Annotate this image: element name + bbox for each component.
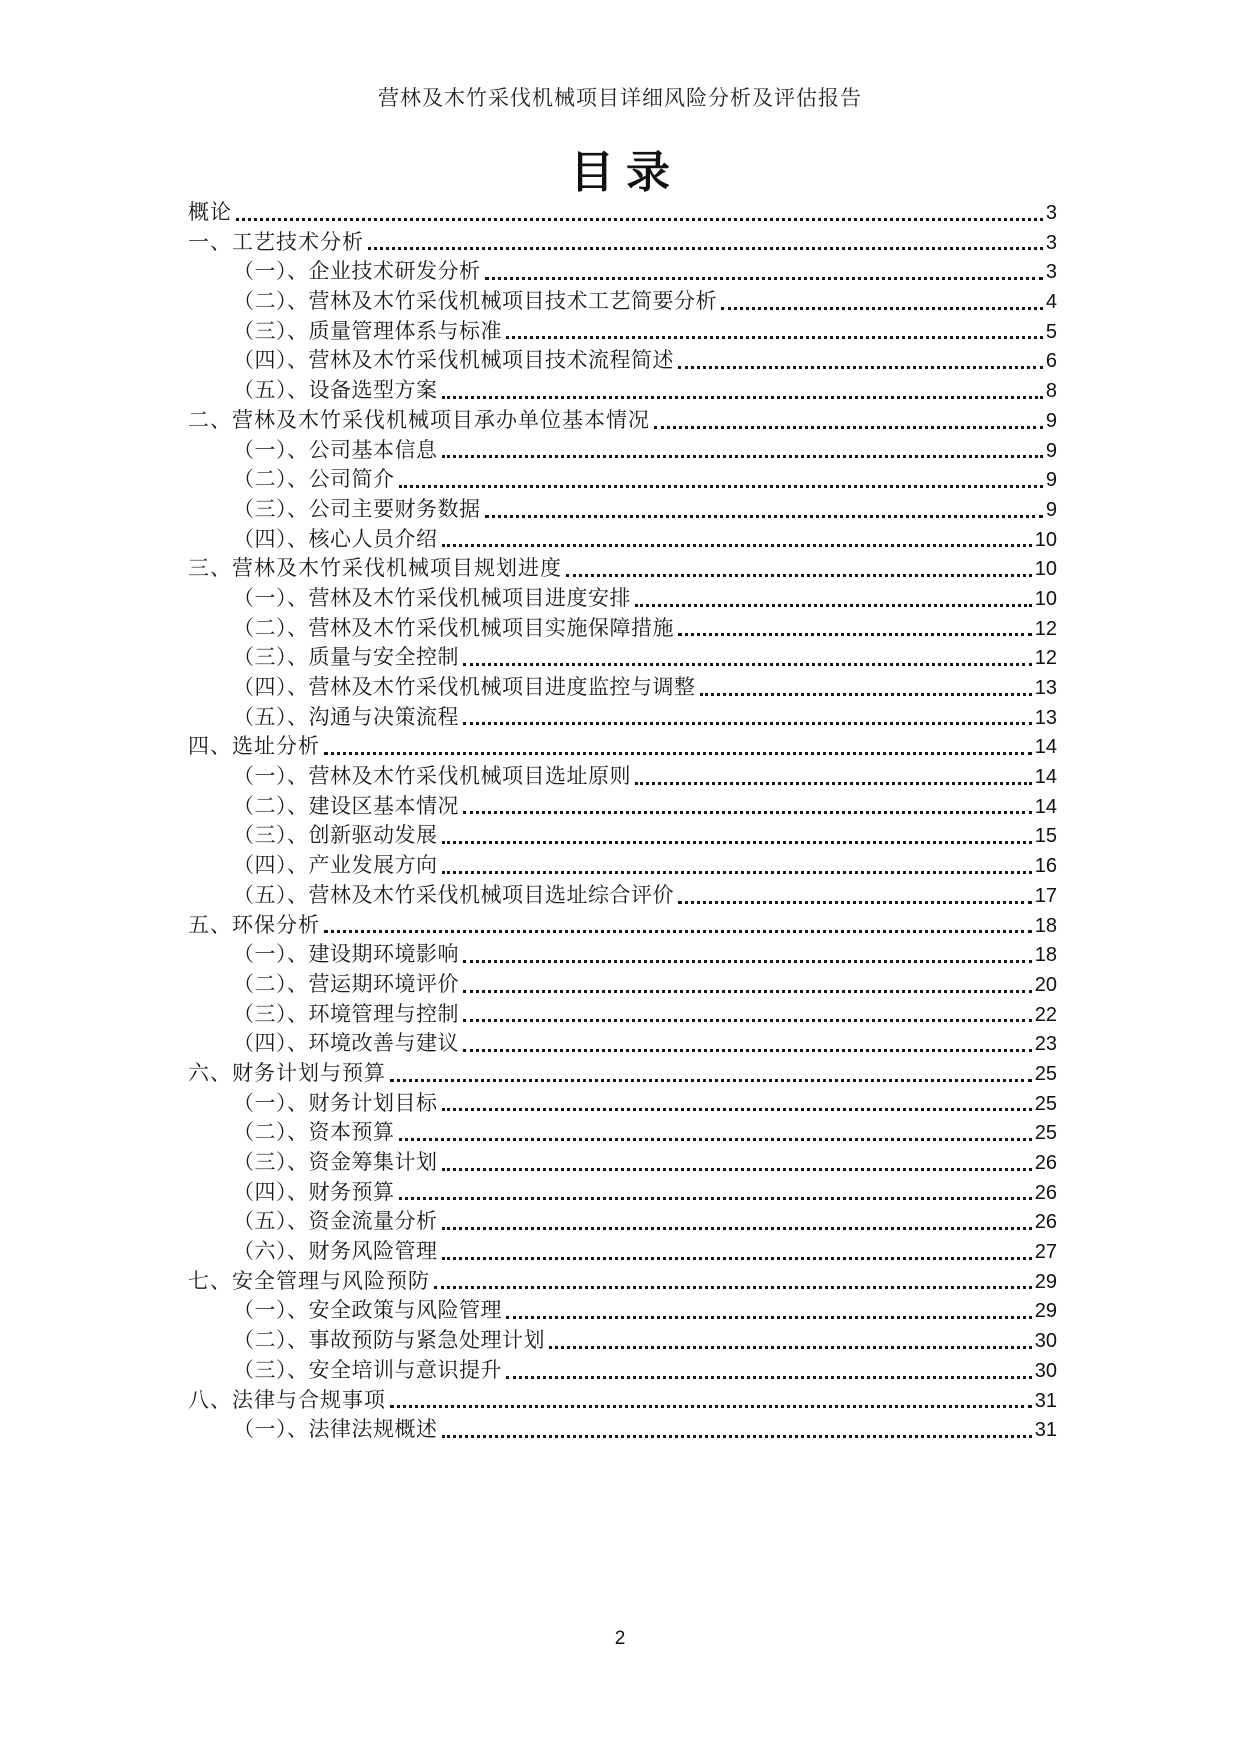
toc-entry[interactable] (188, 881, 1057, 911)
toc-entry[interactable] (188, 1059, 1057, 1089)
toc-entry-label: （四）、营林及木竹采伐机械项目技术流程简述 (233, 349, 674, 373)
toc-leader-dots (390, 1079, 1032, 1082)
toc-page-number: 3 (1045, 202, 1057, 224)
toc-page-number: 30 (1034, 1359, 1057, 1382)
toc-leader-dots (399, 485, 1043, 488)
toc-entry-label: 六、财务计划与预算 (188, 1061, 386, 1085)
toc-leader-dots (324, 930, 1032, 933)
toc-leader-dots (700, 693, 1032, 696)
toc-leader-dots (368, 247, 1043, 250)
toc-entry[interactable] (188, 1356, 1057, 1386)
toc-entry-label: （三）、创新驱动发展 (233, 824, 438, 848)
toc-page-number: 6 (1045, 350, 1057, 373)
toc-entry[interactable] (188, 1148, 1057, 1178)
toc-page-number: 8 (1045, 380, 1057, 403)
toc-page-number: 18 (1034, 914, 1057, 937)
toc-entry-label: （四）、财务预算 (233, 1180, 395, 1204)
toc-page-number: 5 (1045, 320, 1057, 343)
toc-page-number: 10 (1034, 528, 1057, 551)
toc-entry-label: （三）、资金筹集计划 (233, 1151, 438, 1174)
toc-page-number: 26 (1034, 1152, 1057, 1174)
toc-page-number: 12 (1034, 617, 1057, 640)
toc-entry[interactable] (188, 643, 1057, 673)
toc-entry[interactable] (188, 1118, 1057, 1148)
toc-leader-dots (635, 604, 1032, 607)
toc-entry-label: 五、环保分析 (188, 913, 320, 937)
toc-entry-label: （三）、安全培训与意识提升 (233, 1358, 502, 1382)
page-number-footer: 2 (614, 1628, 626, 1649)
toc-entry[interactable] (188, 554, 1057, 584)
toc-entry-label: （二）、营林及木竹采伐机械项目技术工艺简要分析 (233, 290, 717, 314)
toc-page-number: 31 (1034, 1389, 1057, 1412)
toc-entry[interactable] (188, 732, 1057, 762)
toc-page-number: 9 (1045, 469, 1057, 492)
toc-page-number: 31 (1034, 1419, 1057, 1442)
toc-page-number: 20 (1034, 973, 1057, 996)
toc-entry[interactable] (188, 584, 1057, 614)
toc-leader-dots (463, 990, 1032, 993)
toc-entry[interactable] (188, 465, 1057, 495)
toc-page-number: 27 (1034, 1241, 1057, 1264)
toc-entry-label: （五）、沟通与决策流程 (233, 705, 459, 729)
toc-entry[interactable] (188, 1178, 1057, 1208)
toc-leader-dots (463, 722, 1032, 725)
toc-page-number: 15 (1034, 825, 1057, 848)
toc-entry-label: （四）、核心人员介绍 (233, 527, 438, 551)
toc-entry[interactable] (188, 1237, 1057, 1267)
toc-page-number: 23 (1034, 1033, 1057, 1056)
toc-entry-label: （五）、营林及木竹采伐机械项目选址综合评价 (233, 883, 674, 907)
toc-entry[interactable] (188, 1207, 1057, 1237)
toc-entry-label: （二）、事故预防与紧急处理计划 (233, 1329, 545, 1353)
toc-entry-label: （四）、营林及木竹采伐机械项目进度监控与调整 (233, 676, 696, 699)
toc-leader-dots (635, 782, 1032, 785)
toc-leader-dots (506, 1376, 1032, 1379)
toc-page-number: 30 (1034, 1330, 1057, 1353)
toc-entry-label: 概论 (188, 201, 232, 224)
toc-entry-label: （六）、财务风险管理 (233, 1240, 438, 1264)
toc-entry[interactable] (188, 198, 1057, 228)
toc-entry-label: （一）、建设期环境影响 (233, 943, 459, 967)
toc-entry-label: （一）、法律法规概述 (233, 1418, 438, 1442)
toc-leader-dots (390, 1405, 1032, 1408)
toc-page-number: 4 (1045, 291, 1057, 314)
toc-page-number: 13 (1034, 677, 1057, 699)
toc-page-number: 13 (1034, 706, 1057, 729)
toc-leader-dots (442, 1227, 1032, 1230)
toc-entry[interactable] (188, 346, 1057, 376)
toc-entry[interactable] (188, 406, 1057, 436)
toc-entry[interactable] (188, 1267, 1057, 1297)
toc-entry-label: （二）、资本预算 (233, 1121, 395, 1145)
toc-page-number: 26 (1034, 1211, 1057, 1234)
toc-entry[interactable] (188, 1000, 1057, 1030)
toc-leader-dots (463, 811, 1032, 814)
toc-entry[interactable] (188, 1386, 1057, 1416)
toc-entry-label: 七、安全管理与风险预防 (188, 1269, 430, 1293)
toc-entry[interactable] (188, 970, 1057, 1000)
toc-entry[interactable] (188, 1326, 1057, 1356)
toc-entry-label: （五）、资金流量分析 (233, 1210, 438, 1234)
toc-page-number: 29 (1034, 1270, 1057, 1293)
toc-entry[interactable] (188, 1029, 1057, 1059)
toc-entry-label: 二、营林及木竹采伐机械项目承办单位基本情况 (188, 408, 650, 432)
toc-leader-dots (399, 1197, 1032, 1200)
toc-entry-label: （四）、产业发展方向 (233, 854, 438, 878)
toc-entry-label: （二）、公司简介 (233, 468, 395, 492)
toc-entry-label: （二）、营运期环境评价 (233, 972, 459, 996)
toc-page-number: 25 (1034, 1092, 1057, 1115)
toc-entry[interactable] (188, 376, 1057, 406)
document-header-title: 营林及木竹采伐机械项目详细风险分析及评估报告 (378, 87, 862, 110)
toc-entry[interactable] (188, 792, 1057, 822)
toc-entry-label: 八、法律与合规事项 (188, 1388, 386, 1412)
toc-page-number: 3 (1045, 261, 1057, 284)
toc-leader-dots (566, 574, 1032, 577)
toc-entry-label: （五）、设备选型方案 (233, 379, 438, 403)
toc-page-number: 3 (1045, 231, 1057, 254)
toc-leader-dots (442, 544, 1032, 547)
toc-leader-dots (442, 1257, 1032, 1260)
toc-leader-dots (463, 663, 1032, 666)
toc-leader-dots (442, 841, 1032, 844)
toc-leader-dots (434, 1286, 1032, 1289)
toc-leader-dots (506, 336, 1043, 339)
toc-entry[interactable] (188, 614, 1057, 644)
toc-entry[interactable] (188, 911, 1057, 941)
toc-entry[interactable] (188, 851, 1057, 881)
toc-leader-dots (442, 455, 1043, 458)
toc-leader-dots (485, 277, 1043, 280)
toc-leader-dots (324, 752, 1032, 755)
toc-page-number: 10 (1034, 587, 1057, 610)
toc-entry-label: （三）、公司主要财务数据 (233, 497, 481, 521)
toc-leader-dots (654, 426, 1043, 429)
toc-entry-label: （二）、营林及木竹采伐机械项目实施保障措施 (233, 616, 674, 640)
toc-leader-dots (506, 1316, 1032, 1319)
toc-leader-dots (442, 1168, 1032, 1171)
toc-page-number: 9 (1045, 498, 1057, 521)
toc-leader-dots (442, 1435, 1032, 1438)
toc-leader-dots (463, 1019, 1032, 1022)
toc-page-number: 29 (1034, 1300, 1057, 1323)
toc-leader-dots (442, 871, 1032, 874)
toc-page-number: 9 (1045, 409, 1057, 432)
toc-leader-dots (678, 366, 1043, 369)
toc-entry-label: （一）、营林及木竹采伐机械项目选址原则 (233, 765, 631, 789)
toc-entry[interactable] (188, 525, 1057, 555)
toc-title: 目录 (570, 148, 682, 197)
toc-entry-label: （一）、安全政策与风险管理 (233, 1299, 502, 1323)
toc-page-number: 9 (1045, 439, 1057, 462)
toc-page-number: 16 (1034, 855, 1057, 878)
toc-entry-label: 三、营林及木竹采伐机械项目规划进度 (188, 557, 562, 581)
toc-page-number: 17 (1034, 884, 1057, 907)
toc-entry[interactable] (188, 1089, 1057, 1119)
toc-page-number: 14 (1034, 766, 1057, 789)
toc-entry-label: （一）、公司基本信息 (233, 438, 438, 462)
toc-entry[interactable] (188, 1296, 1057, 1326)
toc-entry-label: （一）、企业技术研发分析 (233, 260, 481, 284)
toc-entry-label: （一）、财务计划目标 (233, 1091, 438, 1115)
toc-leader-dots (442, 1108, 1032, 1111)
toc-entry[interactable] (188, 228, 1057, 258)
toc-entry-label: （三）、质量与安全控制 (233, 646, 459, 670)
toc-page-number: 26 (1034, 1181, 1057, 1204)
toc-leader-dots (549, 1346, 1032, 1349)
toc-entry-label: （三）、质量管理体系与标准 (233, 319, 502, 343)
toc-page-number: 12 (1034, 647, 1057, 670)
toc-leader-dots (678, 901, 1032, 904)
toc-entry[interactable] (188, 287, 1057, 317)
toc-entry[interactable] (188, 436, 1057, 466)
toc-leader-dots (678, 633, 1032, 636)
toc-entry[interactable] (188, 940, 1057, 970)
toc-entry[interactable] (188, 1415, 1057, 1445)
toc-entry-label: 四、选址分析 (188, 735, 320, 759)
toc-leader-dots (721, 307, 1043, 310)
toc-leader-dots (463, 960, 1032, 963)
toc-entry[interactable] (188, 317, 1057, 347)
toc-page-number: 14 (1034, 795, 1057, 818)
toc-entry-label: 一、工艺技术分析 (188, 230, 364, 254)
toc-leader-dots (236, 218, 1043, 221)
toc-leader-dots (399, 1138, 1032, 1141)
toc-page-number: 25 (1034, 1062, 1057, 1085)
toc-entry-label: （一）、营林及木竹采伐机械项目进度安排 (233, 586, 631, 610)
toc-leader-dots (463, 1049, 1032, 1052)
toc-entry[interactable] (188, 495, 1057, 525)
toc-entry[interactable] (188, 703, 1057, 733)
table-of-contents (188, 198, 1057, 1445)
toc-entry-label: （三）、环境管理与控制 (233, 1002, 459, 1026)
toc-entry[interactable] (188, 762, 1057, 792)
toc-leader-dots (485, 515, 1043, 518)
toc-entry-label: （四）、环境改善与建议 (233, 1032, 459, 1056)
toc-entry[interactable] (188, 257, 1057, 287)
toc-entry[interactable] (188, 821, 1057, 851)
toc-entry[interactable] (188, 673, 1057, 703)
toc-entry-label: （二）、建设区基本情况 (233, 794, 459, 818)
toc-leader-dots (442, 396, 1043, 399)
toc-page-number: 10 (1034, 558, 1057, 581)
toc-page-number: 22 (1034, 1003, 1057, 1026)
toc-page-number: 18 (1034, 944, 1057, 967)
toc-page-number: 14 (1034, 736, 1057, 759)
toc-page-number: 25 (1034, 1122, 1057, 1145)
